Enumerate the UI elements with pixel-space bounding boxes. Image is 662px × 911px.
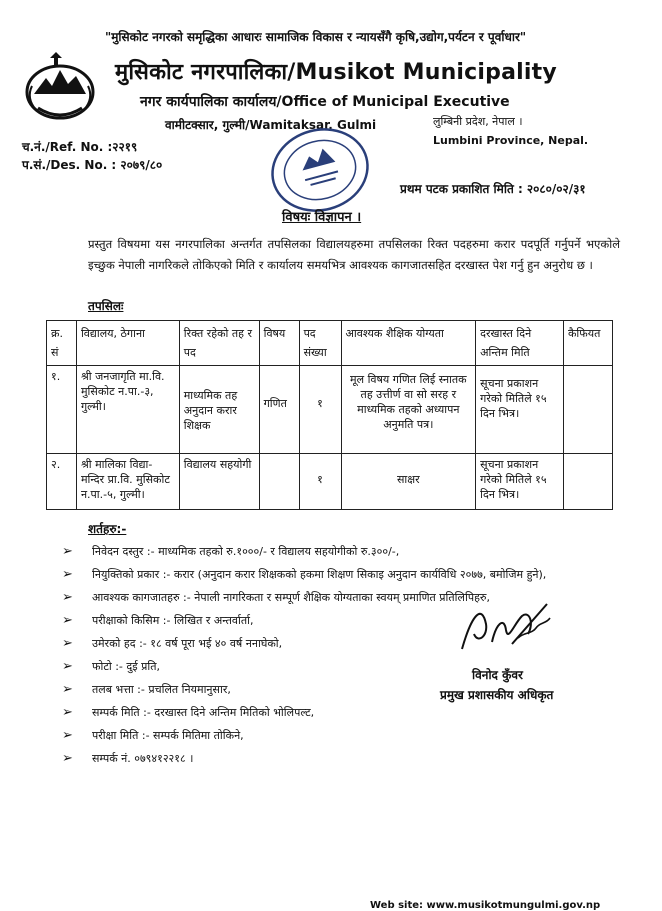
office-address: वामीटक्सार, गुल्मी/Wamitaksar, Gulmi	[165, 118, 377, 132]
notice-body: प्रस्तुत विषयमा यस नगरपालिका अन्तर्गत तपसिलका विद्यालयहरुमा तपसिलका रिक्त पदहरुमा करार पदपूर्ति गर्नुपर्ने भएकोले इच्छुक नेपाली नागरिकले तोकिएको मिति र कार्यालय समयभित्र आवश्यक कागजातसहित दरखास्त पेश गर्नु हुन अनुरोध छ ।	[88, 237, 620, 272]
term-item: ➢ सम्पर्क मिति :- दरखास्त दिने अन्तिम मितिको भोलिपल्ट,	[62, 705, 315, 720]
cell-serial: १.	[47, 366, 77, 454]
header-post: रिक्त रहेको तह र पद	[179, 321, 259, 366]
arrow-bullet-icon: ➢	[62, 636, 73, 651]
cell-qualification: साक्षर	[341, 454, 476, 510]
cell-qualification: मूल विषय गणित लिई स्नातक तह उत्तीर्ण वा सो सरह र माध्यमिक तहको अध्यापन अनुमति पत्र।	[341, 366, 476, 454]
cell-count: १	[299, 454, 341, 510]
cell-deadline: सूचना प्रकाशन गरेको मितिले १५ दिन भित्र।	[476, 366, 564, 454]
cell-post: माध्यमिक तह अनुदान करार शिक्षक	[179, 366, 259, 454]
header-remarks: कैफियत	[563, 321, 612, 366]
cell-deadline: सूचना प्रकाशन गरेको मितिले १५ दिन भित्र।	[476, 454, 564, 510]
arrow-bullet-icon: ➢	[62, 544, 73, 559]
cell-count: १	[299, 366, 341, 454]
cell-post: विद्यालय सहयोगी	[179, 454, 259, 510]
cell-remarks	[563, 366, 612, 454]
arrow-bullet-icon: ➢	[62, 728, 73, 743]
emblem-logo	[20, 50, 100, 128]
header-school: विद्यालय, ठेगाना	[76, 321, 179, 366]
header-deadline: दरखास्त दिने अन्तिम मिति	[476, 321, 564, 366]
arrow-bullet-icon: ➢	[62, 751, 73, 766]
term-item: ➢ आवश्यक कागजातहरु :- नेपाली नागरिकता र सम्पूर्ण शैक्षिक योग्यताका स्वयम् प्रमाणित प्रतिलिपिहरु,	[62, 590, 490, 605]
province-english: Lumbini Province, Nepal.	[433, 134, 589, 147]
cell-subject: गणित	[259, 366, 299, 454]
table-row	[47, 366, 613, 454]
office-name: नगर कार्यपालिका कार्यालय/Office of Municipal Executive	[140, 94, 510, 110]
header-subject: विषय	[259, 321, 299, 366]
municipality-title: मुसिकोट नगरपालिका/Musikot Municipality	[115, 60, 557, 85]
cell-serial: २.	[47, 454, 77, 510]
arrow-bullet-icon: ➢	[62, 613, 73, 628]
term-item: ➢ सम्पर्क नं. ०७९४१२२१८ ।	[62, 751, 194, 766]
terms-heading: शर्तहरु:-	[88, 522, 127, 536]
details-label: तपसिलः	[88, 299, 124, 313]
term-item: ➢ नियुक्तिको प्रकार :- करार (अनुदान करार शिक्षकको हकमा शिक्षण सिकाइ अनुदान कार्यविधि २०७७, बमोजिम हुने),	[62, 567, 547, 582]
dispatch-number: प.सं./Des. No. : २०७९/८०	[22, 158, 163, 172]
header-qualification: आवश्यक शैक्षिक योग्यता	[341, 321, 476, 366]
arrow-bullet-icon: ➢	[62, 682, 73, 697]
term-item: ➢ तलब भत्ता :- प्रचलित नियमानुसार,	[62, 682, 231, 697]
slogan: "मुसिकोट नगरको समृद्धिका आधारः सामाजिक विकास र न्यायसँगै कृषि,उद्योग,पर्यटन र पूर्वाधार"	[105, 30, 527, 44]
handwritten-signature	[452, 594, 562, 664]
cell-subject	[259, 454, 299, 510]
arrow-bullet-icon: ➢	[62, 567, 73, 582]
cell-school: श्री जनजागृति मा.वि. मुसिकोट न.पा.-३, गुल्मी।	[76, 366, 179, 454]
term-item: ➢ फोटो :- दुई प्रति,	[62, 659, 161, 674]
signatory-name: विनोद कुँवर	[472, 668, 523, 682]
arrow-bullet-icon: ➢	[62, 590, 73, 605]
term-item: ➢ परीक्षाको किसिम :- लिखित र अन्तर्वार्ता,	[62, 613, 254, 628]
arrow-bullet-icon: ➢	[62, 705, 73, 720]
cell-remarks	[563, 454, 612, 510]
cell-school: श्री मालिका विद्या-मन्दिर प्रा.वि. मुसिकोट न.पा.-५, गुल्मी।	[76, 454, 179, 510]
table-row	[47, 454, 613, 510]
arrow-bullet-icon: ➢	[62, 659, 73, 674]
notice-subject: विषयः विज्ञापन ।	[282, 210, 362, 225]
term-item: ➢ परीक्षा मिति :- सम्पर्क मितिमा तोकिने,	[62, 728, 244, 743]
table-header-row	[47, 321, 613, 366]
term-item: ➢ उमेरको हद :- १८ वर्ष पूरा भई ४० वर्ष ननाघेको,	[62, 636, 283, 651]
term-item: ➢ निवेदन दस्तुर :- माध्यमिक तहको रु.१०००/- र विद्यालय सहयोगीको रु.३००/-,	[62, 544, 400, 559]
reference-number: च.नं./Ref. No. :२२१९	[22, 140, 138, 154]
vacancy-table	[46, 320, 613, 510]
province-nepali: लुम्बिनी प्रदेश, नेपाल ।	[433, 115, 523, 128]
publication-date: प्रथम पटक प्रकाशित मिति : २०८०/०२/३१	[400, 182, 586, 196]
header-count: पद संख्या	[299, 321, 341, 366]
header-serial: क्र. सं	[47, 321, 77, 366]
footer-website: Web site: www.musikotmungulmi.gov.np	[370, 900, 601, 911]
signatory-title: प्रमुख प्रशासकीय अधिकृत	[440, 688, 554, 702]
